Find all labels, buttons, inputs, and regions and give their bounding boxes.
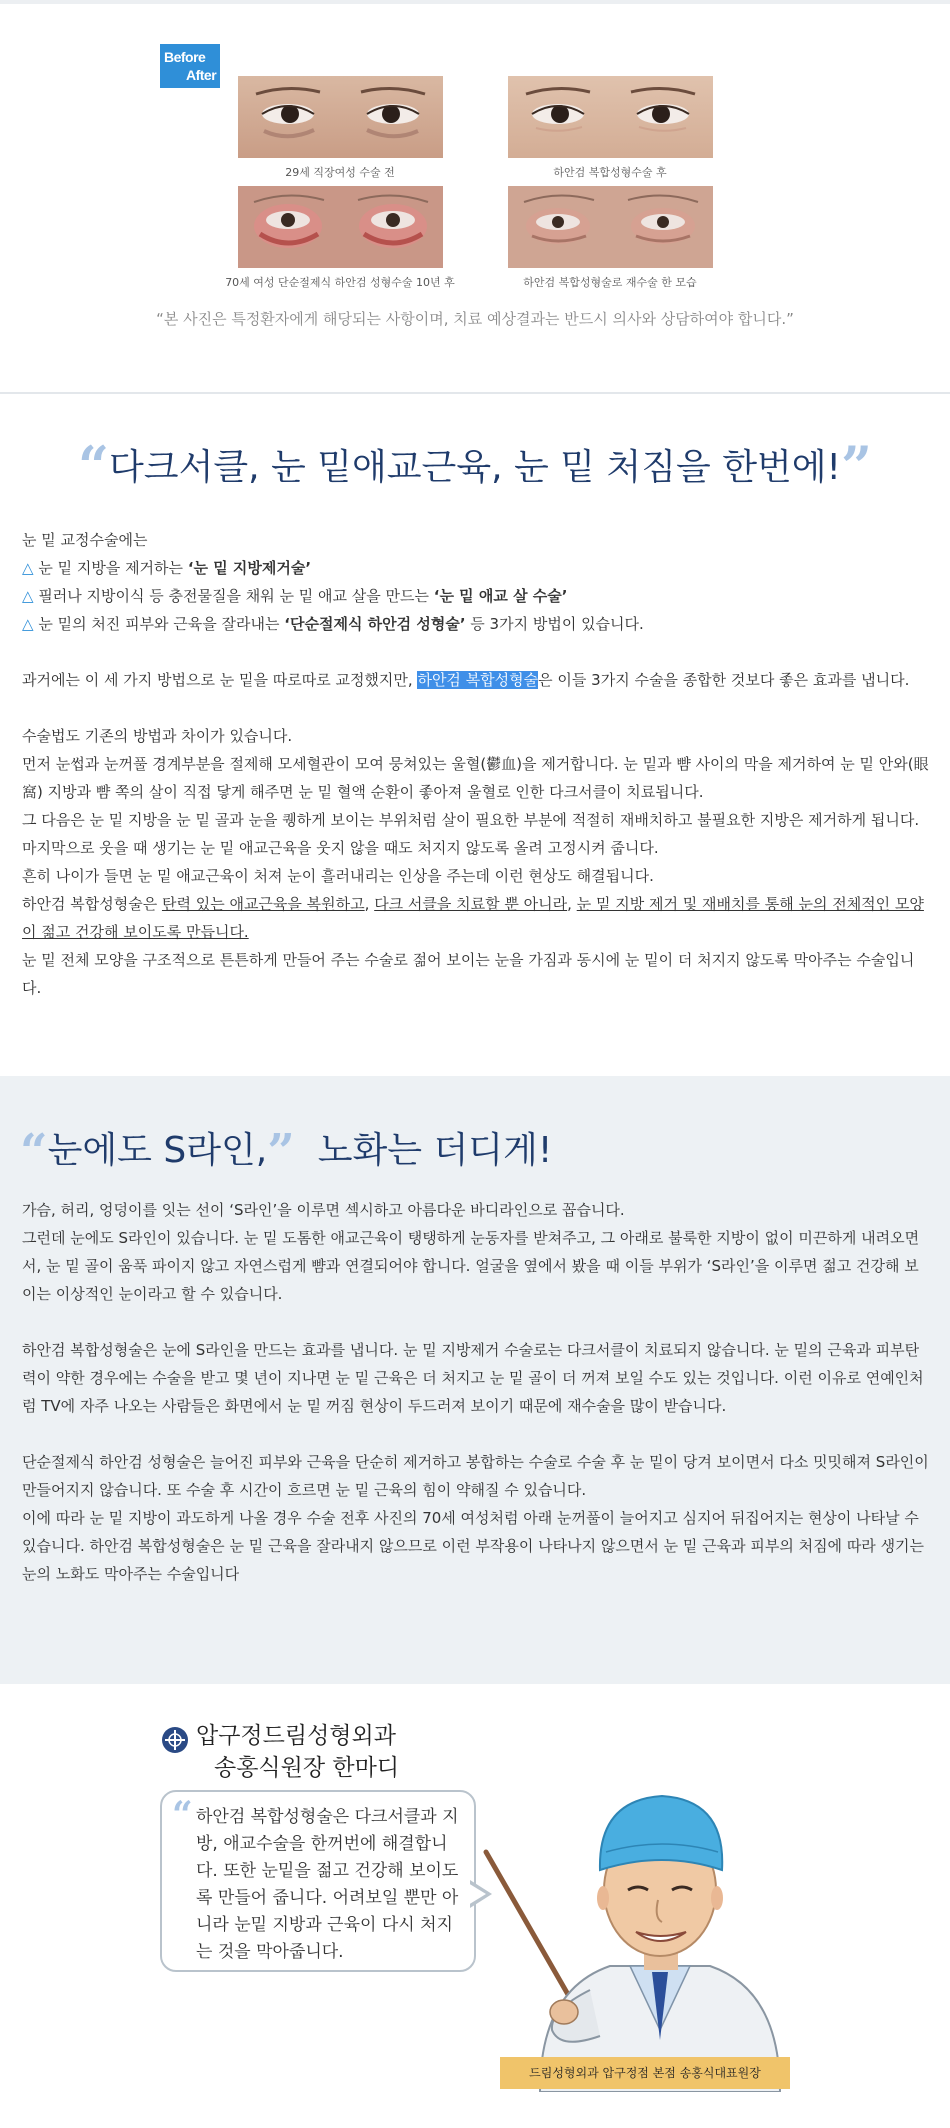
bullet-bold: ‘눈 밑 애교 살 수술’ bbox=[433, 587, 568, 605]
doctor-quote-bubble bbox=[160, 1790, 476, 1972]
photo-caption: 하안검 복합성형수술 후 bbox=[553, 166, 667, 179]
bullet-text: 필러나 지방이식 등 충전물질을 채워 눈 밑 애교 살을 만드는 bbox=[33, 587, 434, 605]
photo-caption: 70세 여성 단순절제식 하안검 성형수술 10년 후 bbox=[225, 276, 455, 289]
paragraph-line: 그런데 눈에도 S라인이 있습니다. 눈 밑 도톰한 애교근육이 탱탱하게 눈동자를 받쳐주고, 그 아래로 불룩한 지방이 없이 미끈하게 내려오면서, 눈 밑 골이 움푹 파이지 않고 자연스럽게 뺨과 연결되어야 합니다. 얼굴을 옆에서 봤을 때 이들 부위가 ‘S라인’을 이루면 젊고 건강해 보이는 이상적인 눈이라고 할 수 있습니다. bbox=[22, 1229, 920, 1303]
paragraph-line: 흔히 나이가 들면 눈 밑 애교근육이 처져 눈이 흘러내리는 인상을 주는데 이런 현상도 해결됩니다. bbox=[22, 867, 654, 885]
clinic-name: 압구정드림성형외과 bbox=[196, 1723, 396, 1749]
section1-heading-text: 다크서클, 눈 밑애교근육, 눈 밑 처짐을 한번에! bbox=[109, 447, 841, 488]
doctor-caption: 드림성형외과 압구정점 본점 송홍식대표원장 bbox=[500, 2057, 790, 2089]
disclaimer-text: “본 사진은 특정환자에게 해당되는 사항이며, 치료 예상결과는 반드시 의사와 상담하여야 합니다.” bbox=[156, 310, 794, 328]
badge-before-label: Before bbox=[164, 49, 206, 65]
paragraph-line: 먼저 눈썹과 눈꺼풀 경계부분을 절제해 모세혈관이 모여 뭉쳐있는 울혈(鬱血)을 제거합니다. 눈 밑과 뺨 사이의 막을 제거하여 눈 밑 안와(眼窩) 지방과 뺨 쪽의 살이 직접 닿게 해주면 눈 밑 혈액 순환이 좋아져 울혈로 인한 다크서클이 치료됩니다. bbox=[22, 755, 929, 801]
photo-caption: 29세 직장여성 수술 전 bbox=[285, 166, 395, 179]
close-quote-icon: ” bbox=[267, 1124, 295, 1180]
doctor-quote-text: 하안검 복합성형술은 다크서클과 지방, 애교수술을 한꺼번에 해결합니다. 또한 눈밑을 젊고 건강해 보이도록 만들어 줍니다. 어려보일 뿐만 아니라 눈밑 지방과 근육이 다시 처지는 것을 막아줍니다. bbox=[196, 1807, 459, 1962]
photo-after-young bbox=[508, 76, 713, 158]
list-item bbox=[22, 554, 930, 582]
triangle-icon: △ bbox=[22, 615, 34, 633]
section2-heading bbox=[20, 1118, 553, 1180]
paragraph bbox=[22, 666, 930, 694]
bullet-text: 눈 밑의 처진 피부와 근육을 잘라내는 bbox=[33, 615, 285, 633]
triangle-icon: △ bbox=[22, 559, 34, 577]
list-item bbox=[22, 610, 930, 638]
paragraph bbox=[22, 890, 930, 946]
triangle-icon: △ bbox=[22, 587, 34, 605]
doctor-illustration bbox=[480, 1740, 800, 2092]
underlined-text: 다크 서클을 치료할 뿐 아니라 bbox=[374, 895, 568, 913]
underlined-text: 눈 밑 지방 제거 및 재배치를 통해 눈의 전체적인 모양이 젊고 건강해 보이도록 만듭니다. bbox=[22, 895, 924, 941]
photo-before-young bbox=[238, 76, 443, 158]
paragraph-line: 하안검 복합성형술은 눈에 S라인을 만드는 효과를 냅니다. 눈 밑 지방제거 수술로는 다크서클이 치료되지 않습니다. 눈 밑의 근육과 피부탄력이 약한 경우에는 수술을 받고 몇 년이 지나면 눈 밑 근육은 더 처지고 눈 밑 골이 더 꺼져 보일 수도 있는 것입니다. 이런 이유로 연예인처럼 TV에 자주 나오는 사람들은 화면에서 눈 밑 꺼짐 현상이 두드러져 보이기 때문에 재수술을 많이 받습니다. bbox=[22, 1341, 924, 1415]
list-item bbox=[22, 582, 930, 610]
close-quote-icon: ” bbox=[840, 434, 873, 498]
paragraph-line: 그 다음은 눈 밑 지방을 눈 밑 골과 눈을 퀭하게 보이는 부위처럼 살이 필요한 부분에 적절히 재배치하고 불필요한 지방은 제거하게 됩니다. 마지막으로 웃을 때 생기는 눈 밑 애교근육을 웃지 않을 때도 처지지 않도록 올려 고정시켜 줍니다. bbox=[22, 811, 920, 857]
doctor-name-title: 송홍식원장 한마디 bbox=[214, 1755, 400, 1781]
para-text: 과거에는 이 세 가지 방법으로 눈 밑을 따로따로 교정했지만, bbox=[22, 671, 418, 689]
photo-caption: 하안검 복합성형술로 재수술 한 모습 bbox=[523, 276, 697, 289]
highlighted-text: 하안검 복합성형술 bbox=[417, 671, 539, 689]
paragraph-line: 눈 밑 전체 모양을 구조적으로 튼튼하게 만들어 주는 수술로 젊어 보이는 눈을 가짐과 동시에 눈 밑이 더 처지지 않도록 막아주는 수술입니다. bbox=[22, 951, 915, 997]
paragraph-line: 가슴, 허리, 엉덩이를 잇는 선이 ‘S라인’을 이루면 섹시하고 아름다운 바디라인으로 꼽습니다. bbox=[22, 1201, 625, 1219]
bullet-text: 눈 밑 지방을 제거하는 bbox=[33, 559, 188, 577]
section2-heading-part1: 눈에도 S라인, bbox=[47, 1130, 268, 1171]
open-quote-icon: “ bbox=[20, 1124, 48, 1180]
bullet-bold: ‘단순절제식 하안검 성형술’ bbox=[284, 615, 466, 633]
para-text: , bbox=[567, 895, 577, 913]
section2-heading-part2: 노화는 더디게! bbox=[317, 1130, 553, 1171]
bullet-bold: ‘눈 밑 지방제거술’ bbox=[187, 559, 312, 577]
bullet-text: 등 3가지 방법이 있습니다. bbox=[465, 615, 644, 633]
paragraph-line: 이에 따라 눈 밑 지방이 과도하게 나올 경우 수술 전후 사진의 70세 여성처럼 아래 눈꺼풀이 늘어지고 심지어 뒤집어지는 현상이 나타날 수 있습니다. 하안검 복합성형술은 눈 밑 근육을 잘라내지 않으므로 이런 부작용이 나타나지 않으면서 눈 밑 근육과 피부의 처짐에 따라 생기는 눈의 노화도 막아주는 수술입니다 bbox=[22, 1509, 925, 1583]
section2-body bbox=[22, 1196, 930, 1588]
top-border bbox=[0, 0, 950, 4]
para-text: 은 이들 3가지 수술을 종합한 것보다 좋은 효과를 냅니다. bbox=[538, 671, 910, 689]
open-quote-icon: “ bbox=[172, 1794, 193, 1836]
clinic-logo-icon bbox=[162, 1727, 188, 1753]
doctor-title bbox=[196, 1720, 399, 1784]
section1-heading bbox=[0, 428, 950, 498]
badge-after-label: After bbox=[186, 67, 217, 83]
para-text: , bbox=[364, 895, 375, 913]
photo-after-old bbox=[508, 186, 713, 268]
open-quote-icon: “ bbox=[77, 434, 110, 498]
photo-before-old bbox=[238, 186, 443, 268]
para-text: 하안검 복합성형술은 bbox=[22, 895, 162, 913]
before-after-badge bbox=[160, 44, 220, 88]
section-divider bbox=[0, 392, 950, 394]
intro-line: 눈 밑 교정수술에는 bbox=[22, 531, 148, 549]
section1-body bbox=[22, 526, 930, 1002]
paragraph-line: 수술법도 기존의 방법과 차이가 있습니다. bbox=[22, 727, 293, 745]
underlined-text: 탄력 있는 애교근육을 복원하고 bbox=[161, 895, 365, 913]
paragraph-line: 단순절제식 하안검 성형술은 늘어진 피부와 근육을 단순히 제거하고 봉합하는 수술로 수술 후 눈 밑이 당겨 보이면서 다소 밋밋해져 S라인이 만들어지지 않습니다. 또 수술 후 시간이 흐르면 눈 밑 근육의 힘이 약해질 수 있습니다. bbox=[22, 1453, 929, 1499]
